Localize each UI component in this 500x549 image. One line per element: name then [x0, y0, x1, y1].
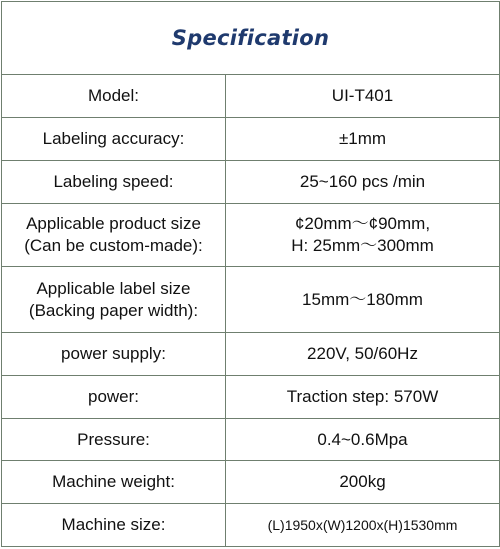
spec-value [226, 75, 500, 118]
spec-label-line: Applicable product size [26, 214, 201, 234]
spec-value-line: 220V, 50/60Hz [307, 344, 418, 364]
spec-value-line: 200kg [339, 472, 386, 492]
spec-label [2, 375, 226, 418]
spec-row-model [2, 75, 500, 118]
spec-label-line: (Can be custom-made): [24, 236, 203, 256]
spec-label [2, 333, 226, 376]
spec-label [2, 418, 226, 461]
spec-value [226, 333, 500, 376]
spec-label [2, 75, 226, 118]
spec-value-line: (L)1950x(W)1200x(H)1530mm [267, 517, 458, 534]
spec-value-line: H: 25mm〜300mm [291, 236, 434, 256]
spec-row-label-size [2, 267, 500, 333]
spec-row-labeling-speed [2, 161, 500, 204]
spec-label-line: power supply: [61, 344, 166, 364]
specification-table [1, 1, 500, 547]
spec-label [2, 118, 226, 161]
spec-label-line: (Backing paper width): [28, 300, 199, 320]
spec-label-line: Labeling accuracy: [42, 129, 185, 149]
spec-label-line: power: [87, 386, 140, 406]
spec-value-line: 15mm〜180mm [302, 289, 423, 309]
spec-value-line: ±1mm [338, 129, 387, 149]
spec-value-line: UI-T401 [331, 86, 394, 106]
spec-value [226, 203, 500, 267]
spec-value [226, 118, 500, 161]
spec-row-machine-weight [2, 461, 500, 504]
spec-value [226, 504, 500, 547]
spec-value [226, 375, 500, 418]
title-row [2, 2, 500, 75]
spec-label-line: Machine weight: [52, 472, 175, 492]
spec-label [2, 504, 226, 547]
spec-label [2, 203, 226, 267]
spec-label [2, 461, 226, 504]
spec-label-line: Model: [87, 86, 140, 106]
spec-row-power-supply [2, 333, 500, 376]
spec-value [226, 161, 500, 204]
spec-label [2, 161, 226, 204]
spec-value-line: Traction step: 570W [286, 386, 439, 406]
spec-label [2, 267, 226, 333]
spec-row-pressure [2, 418, 500, 461]
spec-row-labeling-accuracy [2, 118, 500, 161]
spec-label-line: Machine size: [61, 515, 166, 535]
spec-label-line: Labeling speed: [53, 171, 174, 191]
spec-row-power [2, 375, 500, 418]
spec-label-line: Applicable label size [36, 278, 191, 298]
spec-value-line: ¢20mm〜¢90mm, [294, 214, 431, 234]
spec-value-line: 25~160 pcs /min [299, 171, 426, 191]
spec-row-machine-size [2, 504, 500, 547]
spec-value [226, 267, 500, 333]
spec-row-product-size [2, 203, 500, 267]
spec-value [226, 461, 500, 504]
table-title: Specification [2, 2, 500, 75]
spec-label-line: Pressure: [77, 429, 150, 449]
spec-value [226, 418, 500, 461]
spec-value-line: 0.4~0.6Mpa [317, 429, 408, 449]
